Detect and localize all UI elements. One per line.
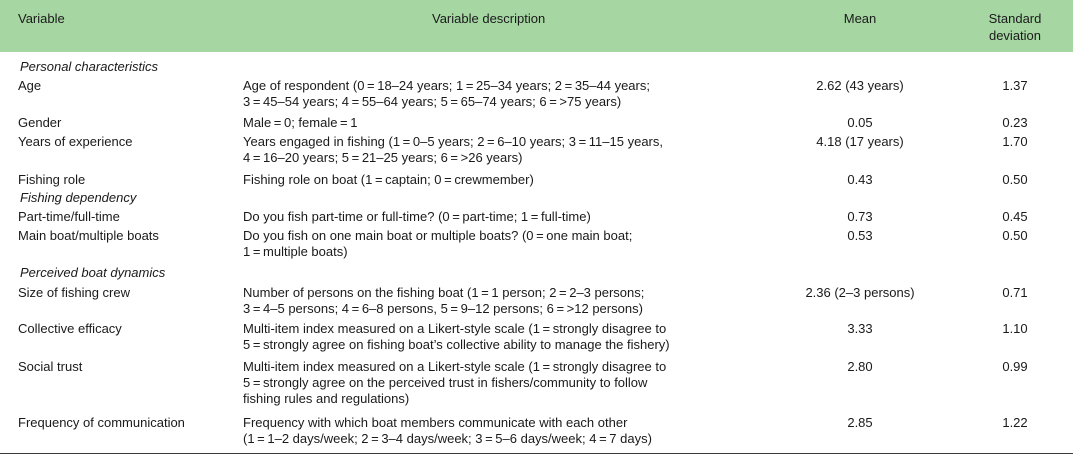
row-mean: 0.53: [847, 228, 873, 243]
header-description: Variable description: [432, 11, 546, 26]
header-sd-line1: Standard: [988, 11, 1042, 26]
section-fishing-dependency: Fishing dependency: [20, 190, 137, 205]
row-description: Age of respondent (0 = 18–24 years; 1 = 25–34 years; 2 = 35–44 years; 3 = 45–54 years; 4 = 55–64 years; 5 = 65–74 years; 6 = >75 years): [243, 78, 650, 109]
row-mean: 4.18 (17 years): [816, 134, 904, 149]
row-sd: 0.23: [1002, 115, 1028, 130]
header-sd-line2: deviation: [988, 28, 1042, 43]
section-perceived-boat-dynamics: Perceived boat dynamics: [20, 265, 166, 280]
row-variable: Age: [18, 78, 42, 93]
row-description: Number of persons on the fishing boat (1 = 1 person; 2 = 2–3 persons; 3 = 4–5 persons; 4 = 6–8 persons, 5 = 9–12 persons; 6 = >12 persons): [243, 285, 645, 316]
bottom-rule: [0, 453, 1073, 454]
row-mean: 2.85: [847, 415, 873, 430]
row-variable: Collective efficacy: [18, 321, 122, 336]
row-description: Do you fish part-time or full-time? (0 = part-time; 1 = full-time): [243, 209, 591, 224]
row-mean: 2.36 (2–3 persons): [805, 285, 915, 300]
row-description: Male = 0; female = 1: [243, 115, 358, 130]
row-sd: 1.37: [1002, 78, 1028, 93]
row-sd: 1.10: [1002, 321, 1028, 336]
row-variable: Social trust: [18, 359, 83, 374]
row-variable: Part-time/full-time: [18, 209, 120, 224]
row-description: Fishing role on boat (1 = captain; 0 = crewmember): [243, 172, 534, 187]
row-mean: 3.33: [847, 321, 873, 336]
row-sd: 0.50: [1002, 228, 1028, 243]
row-description: Multi-item index measured on a Likert-style scale (1 = strongly disagree to 5 = strongly agree on the perceived trust in fishers/community to follow fishing rules and regulations): [243, 359, 667, 406]
row-mean: 0.05: [847, 115, 873, 130]
row-description: Do you fish on one main boat or multiple boats? (0 = one main boat; 1 = multiple boats): [243, 228, 633, 259]
row-description: Multi-item index measured on a Likert-style scale (1 = strongly disagree to 5 = strongly agree on fishing boat’s collective ability to manage the fishery): [243, 321, 670, 352]
row-sd: 0.50: [1002, 172, 1028, 187]
row-mean: 0.43: [847, 172, 873, 187]
row-variable: Main boat/multiple boats: [18, 228, 159, 243]
row-mean: 2.62 (43 years): [816, 78, 904, 93]
row-sd: 1.22: [1002, 415, 1028, 430]
row-variable: Size of fishing crew: [18, 285, 130, 300]
row-sd: 0.45: [1002, 209, 1028, 224]
header-mean: Mean: [843, 11, 877, 26]
section-personal-characteristics: Personal characteristics: [20, 59, 158, 74]
row-variable: Gender: [18, 115, 62, 130]
row-variable: Frequency of communication: [18, 415, 185, 430]
row-mean: 2.80: [847, 359, 873, 374]
row-variable: Fishing role: [18, 172, 86, 187]
row-sd: 0.99: [1002, 359, 1028, 374]
row-description: Years engaged in fishing (1 = 0–5 years; 2 = 6–10 years; 3 = 11–15 years, 4 = 16–20 years; 5 = 21–25 years; 6 = >26 years): [243, 134, 663, 165]
row-mean: 0.73: [847, 209, 873, 224]
header-variable: Variable: [18, 11, 65, 26]
table-header: [0, 0, 1073, 52]
row-sd: 1.70: [1002, 134, 1028, 149]
row-description: Frequency with which boat members communicate with each other (1 = 1–2 days/week; 2 = 3–4 days/week; 3 = 5–6 days/week; 4 = 7 days): [243, 415, 652, 446]
row-variable: Years of experience: [18, 134, 133, 149]
row-sd: 0.71: [1002, 285, 1028, 300]
